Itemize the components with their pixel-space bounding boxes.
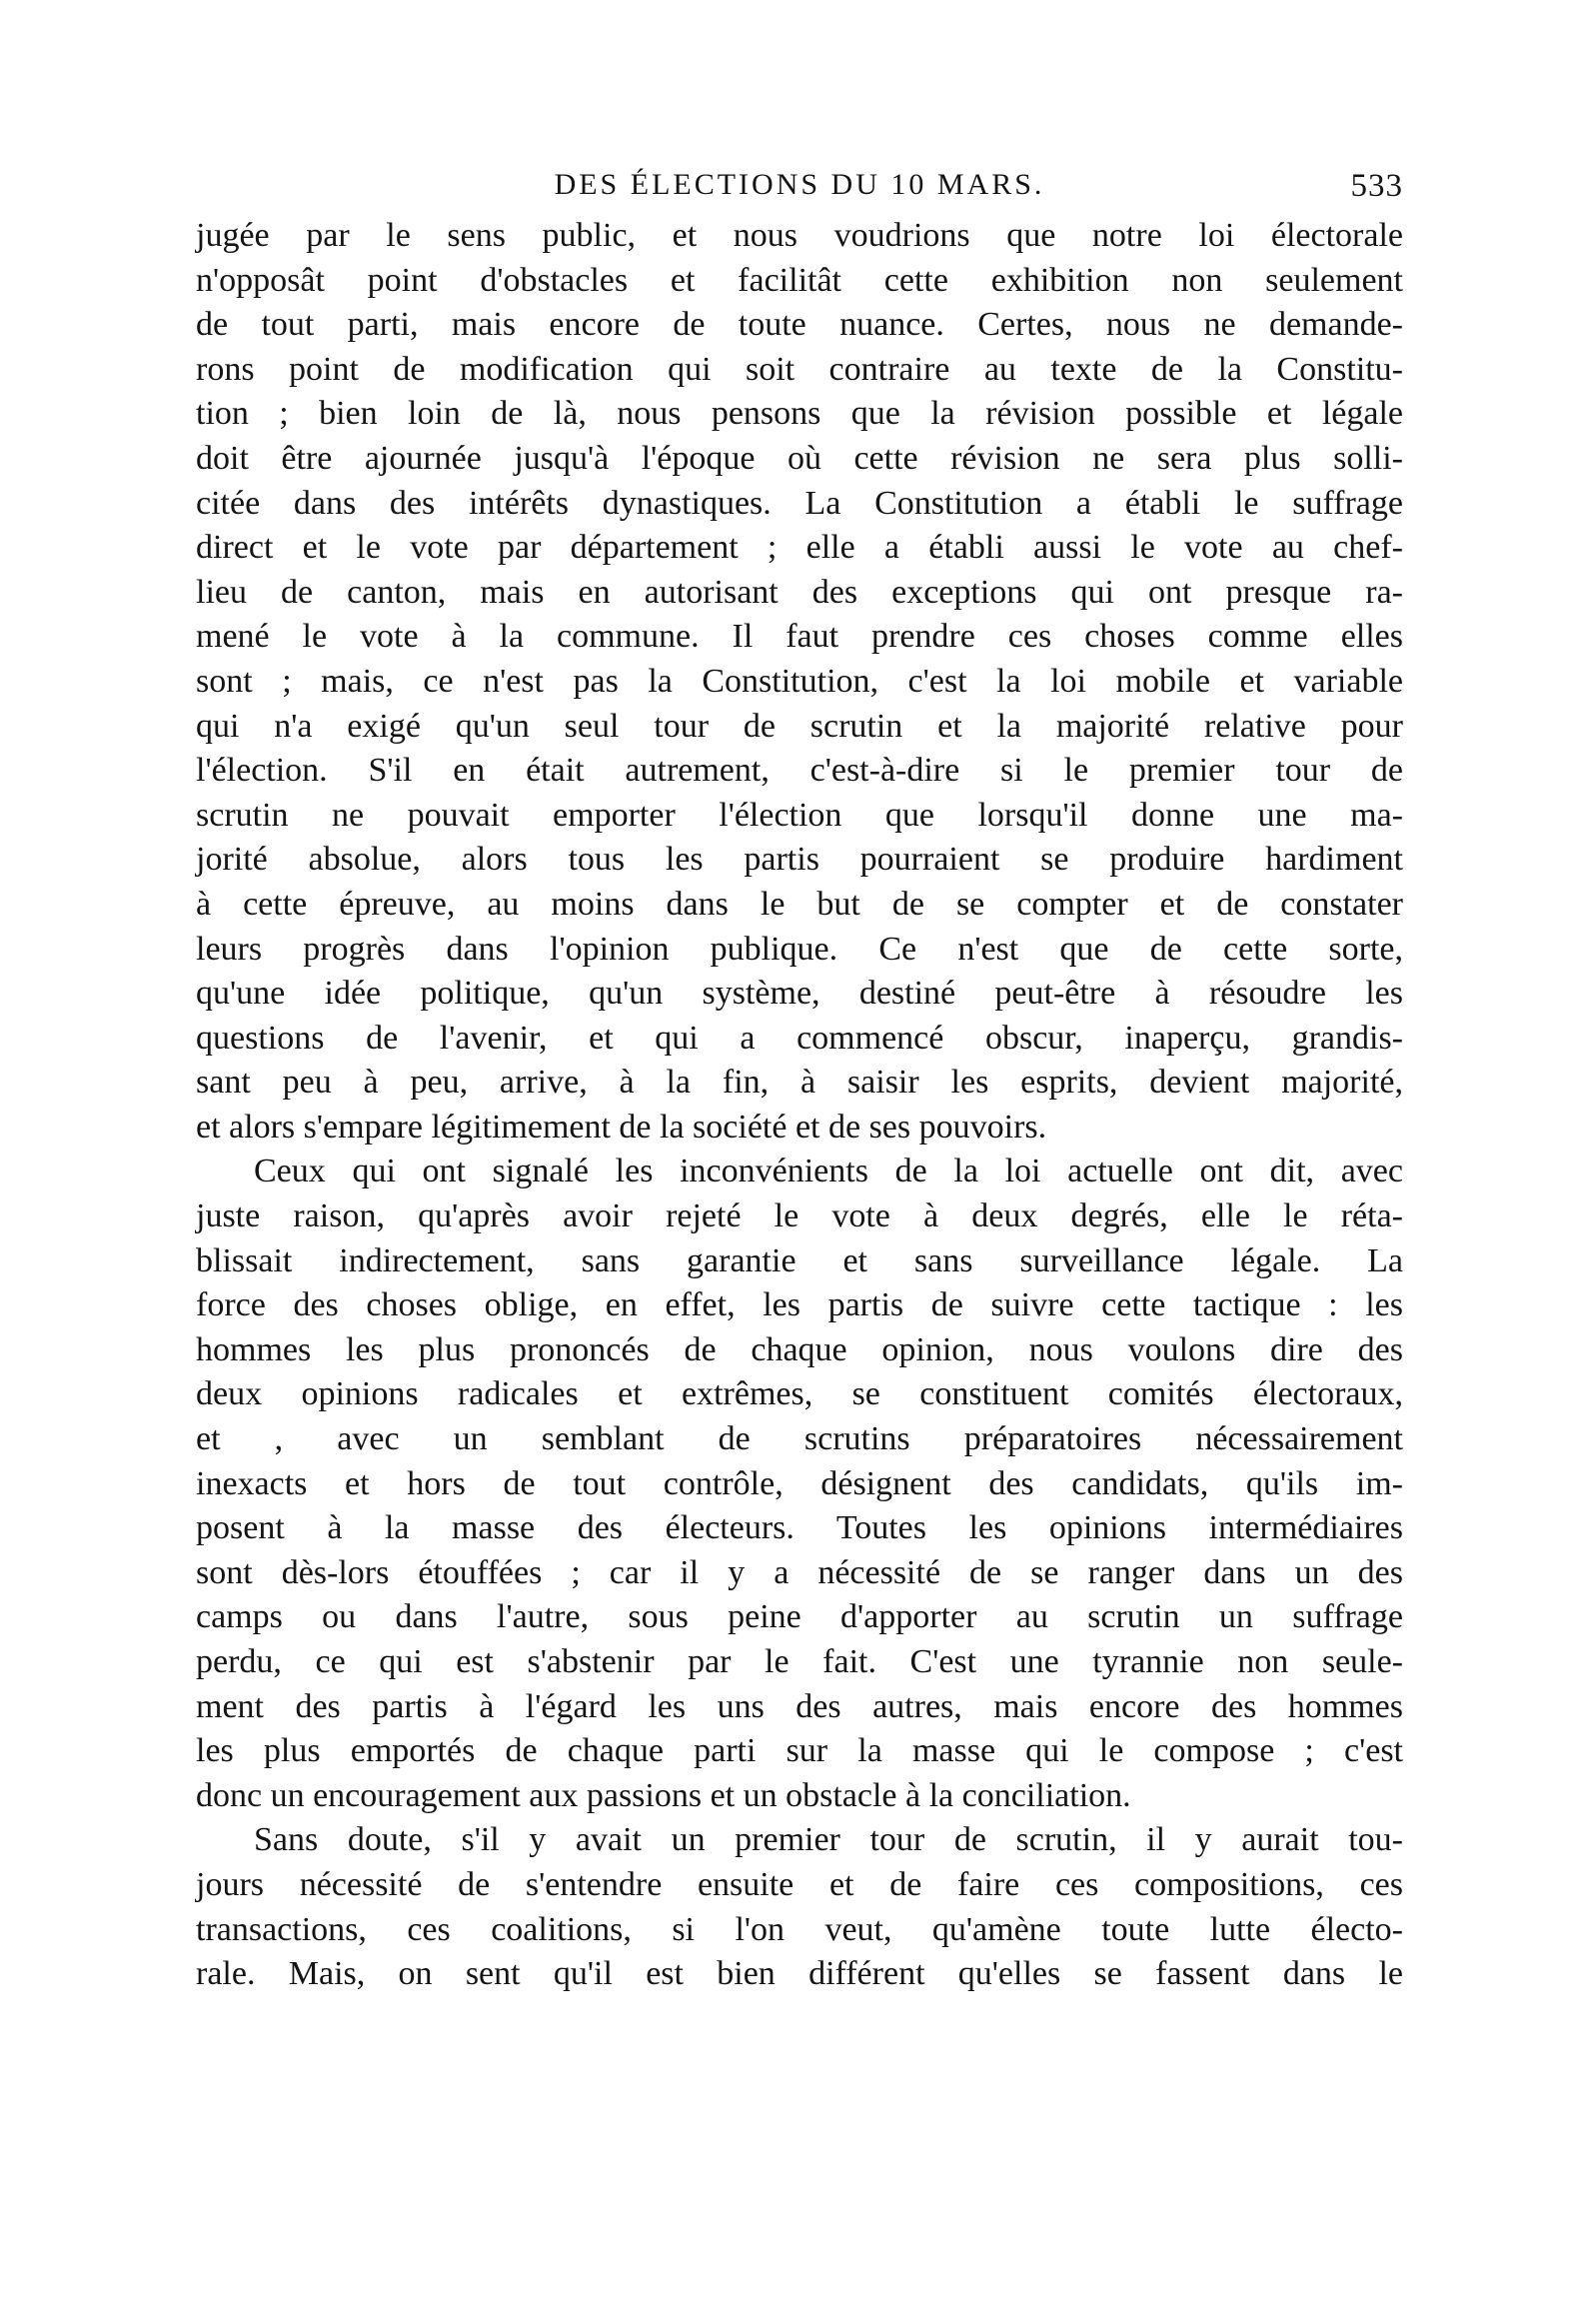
text-line: inexacts et hors de tout contrôle, désignent des candidats, qu'ils im- xyxy=(196,1464,1403,1502)
running-title: DES ÉLECTIONS DU 10 MARS. xyxy=(554,168,1045,201)
text-line: l'élection. S'il en était autrement, c'est-à-dire si le premier tour de xyxy=(196,752,1403,790)
text-line: hommes les plus prononcés de chaque opinion, nous voulons dire des xyxy=(196,1330,1403,1368)
text-line: Ceux qui ont signalé les inconvénients de la loi actuelle ont dit, avec xyxy=(254,1153,1403,1190)
text-line: blissait indirectement, sans garantie et sans surveillance légale. La xyxy=(196,1241,1403,1279)
text-line: de tout parti, mais encore de toute nuance. Certes, nous ne demande- xyxy=(196,306,1403,344)
text-line: deux opinions radicales et extrêmes, se constituent comités électoraux, xyxy=(196,1375,1403,1413)
text-line: sont ; mais, ce n'est pas la Constitution, c'est la loi mobile et variable xyxy=(196,662,1403,700)
text-line: et alors s'empare légitimement de la société et de ses pouvoirs. xyxy=(196,1108,1047,1146)
text-line: Sans doute, s'il y avait un premier tour de scrutin, il y aurait tou- xyxy=(254,1821,1403,1859)
text-line: rale. Mais, on sent qu'il est bien différent qu'elles se fassent dans le xyxy=(196,1955,1403,1993)
body-text xyxy=(196,214,1403,1997)
text-line: donc un encouragement aux passions et un obstacle à la conciliation. xyxy=(196,1776,1131,1814)
text-line: sont dès-lors étouffées ; car il y a nécessité de se ranger dans un des xyxy=(196,1553,1403,1591)
text-line: citée dans des intérêts dynastiques. La Constitution a établi le suffrage xyxy=(196,484,1403,522)
text-line: les plus emportés de chaque parti sur la masse qui le compose ; c'est xyxy=(196,1732,1403,1770)
text-line: questions de l'avenir, et qui a commencé obscur, inaperçu, grandis- xyxy=(196,1019,1403,1057)
text-line: jours nécessité de s'entendre ensuite et de faire ces compositions, ces xyxy=(196,1865,1403,1903)
text-line: leurs progrès dans l'opinion publique. Ce n'est que de cette sorte, xyxy=(196,930,1403,968)
text-line: posent à la masse des électeurs. Toutes les opinions intermédiaires xyxy=(196,1509,1403,1547)
text-line: ment des partis à l'égard les uns des autres, mais encore des hommes xyxy=(196,1687,1403,1725)
text-line: et , avec un semblant de scrutins préparatoires nécessairement xyxy=(196,1420,1403,1458)
text-line: tion ; bien loin de là, nous pensons que la révision possible et légale xyxy=(196,395,1403,433)
text-line: lieu de canton, mais en autorisant des exceptions qui ont presque ra- xyxy=(196,573,1403,611)
text-line: jorité absolue, alors tous les partis pourraient se produire hardiment xyxy=(196,841,1403,879)
text-line: perdu, ce qui est s'abstenir par le fait. C'est une tyrannie non seule- xyxy=(196,1643,1403,1680)
text-line: sant peu à peu, arrive, à la fin, à saisir les esprits, devient majorité, xyxy=(196,1064,1403,1102)
text-line: juste raison, qu'après avoir rejeté le vote à deux degrés, elle le réta- xyxy=(196,1197,1403,1235)
text-line: doit être ajournée jusqu'à l'époque où cette révision ne sera plus solli- xyxy=(196,439,1403,477)
running-head xyxy=(196,168,1403,212)
text-line: transactions, ces coalitions, si l'on veut, qu'amène toute lutte électo- xyxy=(196,1910,1403,1948)
text-line: direct et le vote par département ; elle a établi aussi le vote au chef- xyxy=(196,529,1403,567)
text-line: à cette épreuve, au moins dans le but de se compter et de constater xyxy=(196,885,1403,923)
text-line: scrutin ne pouvait emporter l'élection que lorsqu'il donne une ma- xyxy=(196,796,1403,834)
text-line: jugée par le sens public, et nous voudrions que notre loi électorale xyxy=(196,217,1403,254)
text-line: rons point de modification qui soit contraire au texte de la Constitu- xyxy=(196,350,1403,388)
text-line: qu'une idée politique, qu'un système, destiné peut-être à résoudre les xyxy=(196,975,1403,1013)
text-line: camps ou dans l'autre, sous peine d'apporter au scrutin un suffrage xyxy=(196,1598,1403,1636)
text-line: qui n'a exigé qu'un seul tour de scrutin et la majorité relative pour xyxy=(196,707,1403,745)
text-line: n'opposât point d'obstacles et facilitât cette exhibition non seulement xyxy=(196,261,1403,299)
page-number: 533 xyxy=(1350,168,1403,204)
text-line: force des choses oblige, en effet, les partis de suivre cette tactique : les xyxy=(196,1286,1403,1324)
text-line: mené le vote à la commune. Il faut prendre ces choses comme elles xyxy=(196,618,1403,656)
